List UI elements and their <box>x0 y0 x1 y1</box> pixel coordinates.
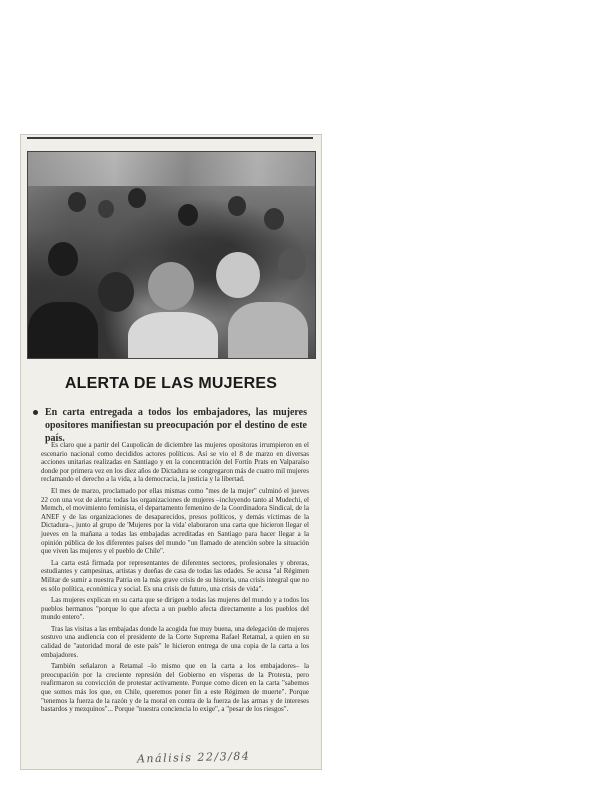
crowd-figure <box>148 262 194 310</box>
handwritten-annotation: Análisis 22/3/84 <box>136 749 251 766</box>
body-paragraph: El mes de marzo, proclamado por ellas mismas como "mes de la mujer" culminó el jueves 22 con una voz de alerta: todas las organizaciones de mujeres –incluyendo tanto al Mudechi, el Memch, el movimiento feminista, el departamento femenino de la Coordinadora Sindical, de la ANEF y de las organizaciones de desaparecidos, presos políticos, y demás víctimas de la Dictadura–, junto al grupo de 'Mujeres por la vida' elaboraron una carta que hicieron llegar el jueves en la mañana a todas las embajadas acreditadas en Santiago para hacer llegar a la opinión pública de los diferentes países del mundo "un llamado de atención sobre la situación que viven las mujeres y el pueblo de Chile". <box>41 486 309 556</box>
photo-background <box>28 152 315 186</box>
crowd-figure <box>98 200 114 218</box>
article-deck: En carta entregada a todos los embajadores, las mujeres opositores manifiestan su preocupación por el destino de este país. <box>45 407 307 444</box>
crowd-figure <box>68 192 86 212</box>
crowd-figure <box>228 302 308 359</box>
protest-photo <box>27 151 316 359</box>
body-paragraph: Las mujeres explican en su carta que se dirigen a todas las mujeres del mundo y a todos los pueblos hermanos "porque lo que afecta a un pueblo afecta directamente a los pueblos del mundo entero". <box>41 596 309 622</box>
crowd-figure <box>216 252 260 298</box>
crowd-figure <box>278 248 306 280</box>
crowd-figure <box>48 242 78 276</box>
body-paragraph: Es claro que a partir del Caupolicán de diciembre las mujeres opositoras irrumpieron en el escenario nacional como decididos actores políticos. Así se vio el 8 de marzo en diversas acciones unitarias realizadas en Santiago y en la concentración del Fortín Prats en Valparaíso donde por primera vez en los diez años de Dictadura se congregaron más de cuatro mil mujeres reclamando el derecho a la vida, a la democracia, la justicia y la libertad. <box>41 441 309 484</box>
newspaper-clipping <box>20 134 322 770</box>
body-paragraph: La carta está firmada por representantes de diferentes sectores, profesionales y obreras, estudiantes y campesinas, artistas y dueñas de casa de todas las edades. Se acusa "al Régimen Militar de sumir a nuestra Patria en la más grave crisis de su historia, una crisis integral que no es sólo política, económica y social. Es una crisis de futuro, una crisis de vida". <box>41 558 309 593</box>
crowd-figure <box>128 188 146 208</box>
crowd-figure <box>128 312 218 359</box>
body-paragraph: También señalaron a Retamal –lo mismo que en la carta a los embajadores– la preocupación por la creciente represión del Gobierno en vísperas de la Protesta, pero reafirmaron su convicción de protestar activamente. Porque como dicen en la carta "sabemos que somos más los que, en Chile, queremos poner fin a este Régimen de muerte". Porque "tenemos la fuerza de la razón y de la moral en contra de la fuerza de las armas y de intereses bastardos y mezquinos"... Porque "nuestra conciencia lo exige", a "pesar de los riesgos". <box>41 662 309 714</box>
crowd-figure <box>98 272 134 312</box>
article-body <box>41 441 309 717</box>
bullet-icon <box>33 410 38 415</box>
article-deck-row <box>31 406 307 445</box>
top-rule <box>27 137 313 139</box>
crowd-figure <box>228 196 246 216</box>
crowd-figure <box>178 204 198 226</box>
article-title: ALERTA DE LAS MUJERES <box>64 375 278 392</box>
body-paragraph: Tras las visitas a las embajadas donde la acogida fue muy buena, una delegación de mujeres sostuvo una audiencia con el presidente de la Corte Suprema Rafael Retamal, a quien en su calidad de "autoridad moral de este país" le hicieron entrega de una copia de la carta a los embajadores. <box>41 624 309 659</box>
crowd-figure <box>264 208 284 230</box>
crowd-figure <box>28 302 98 359</box>
